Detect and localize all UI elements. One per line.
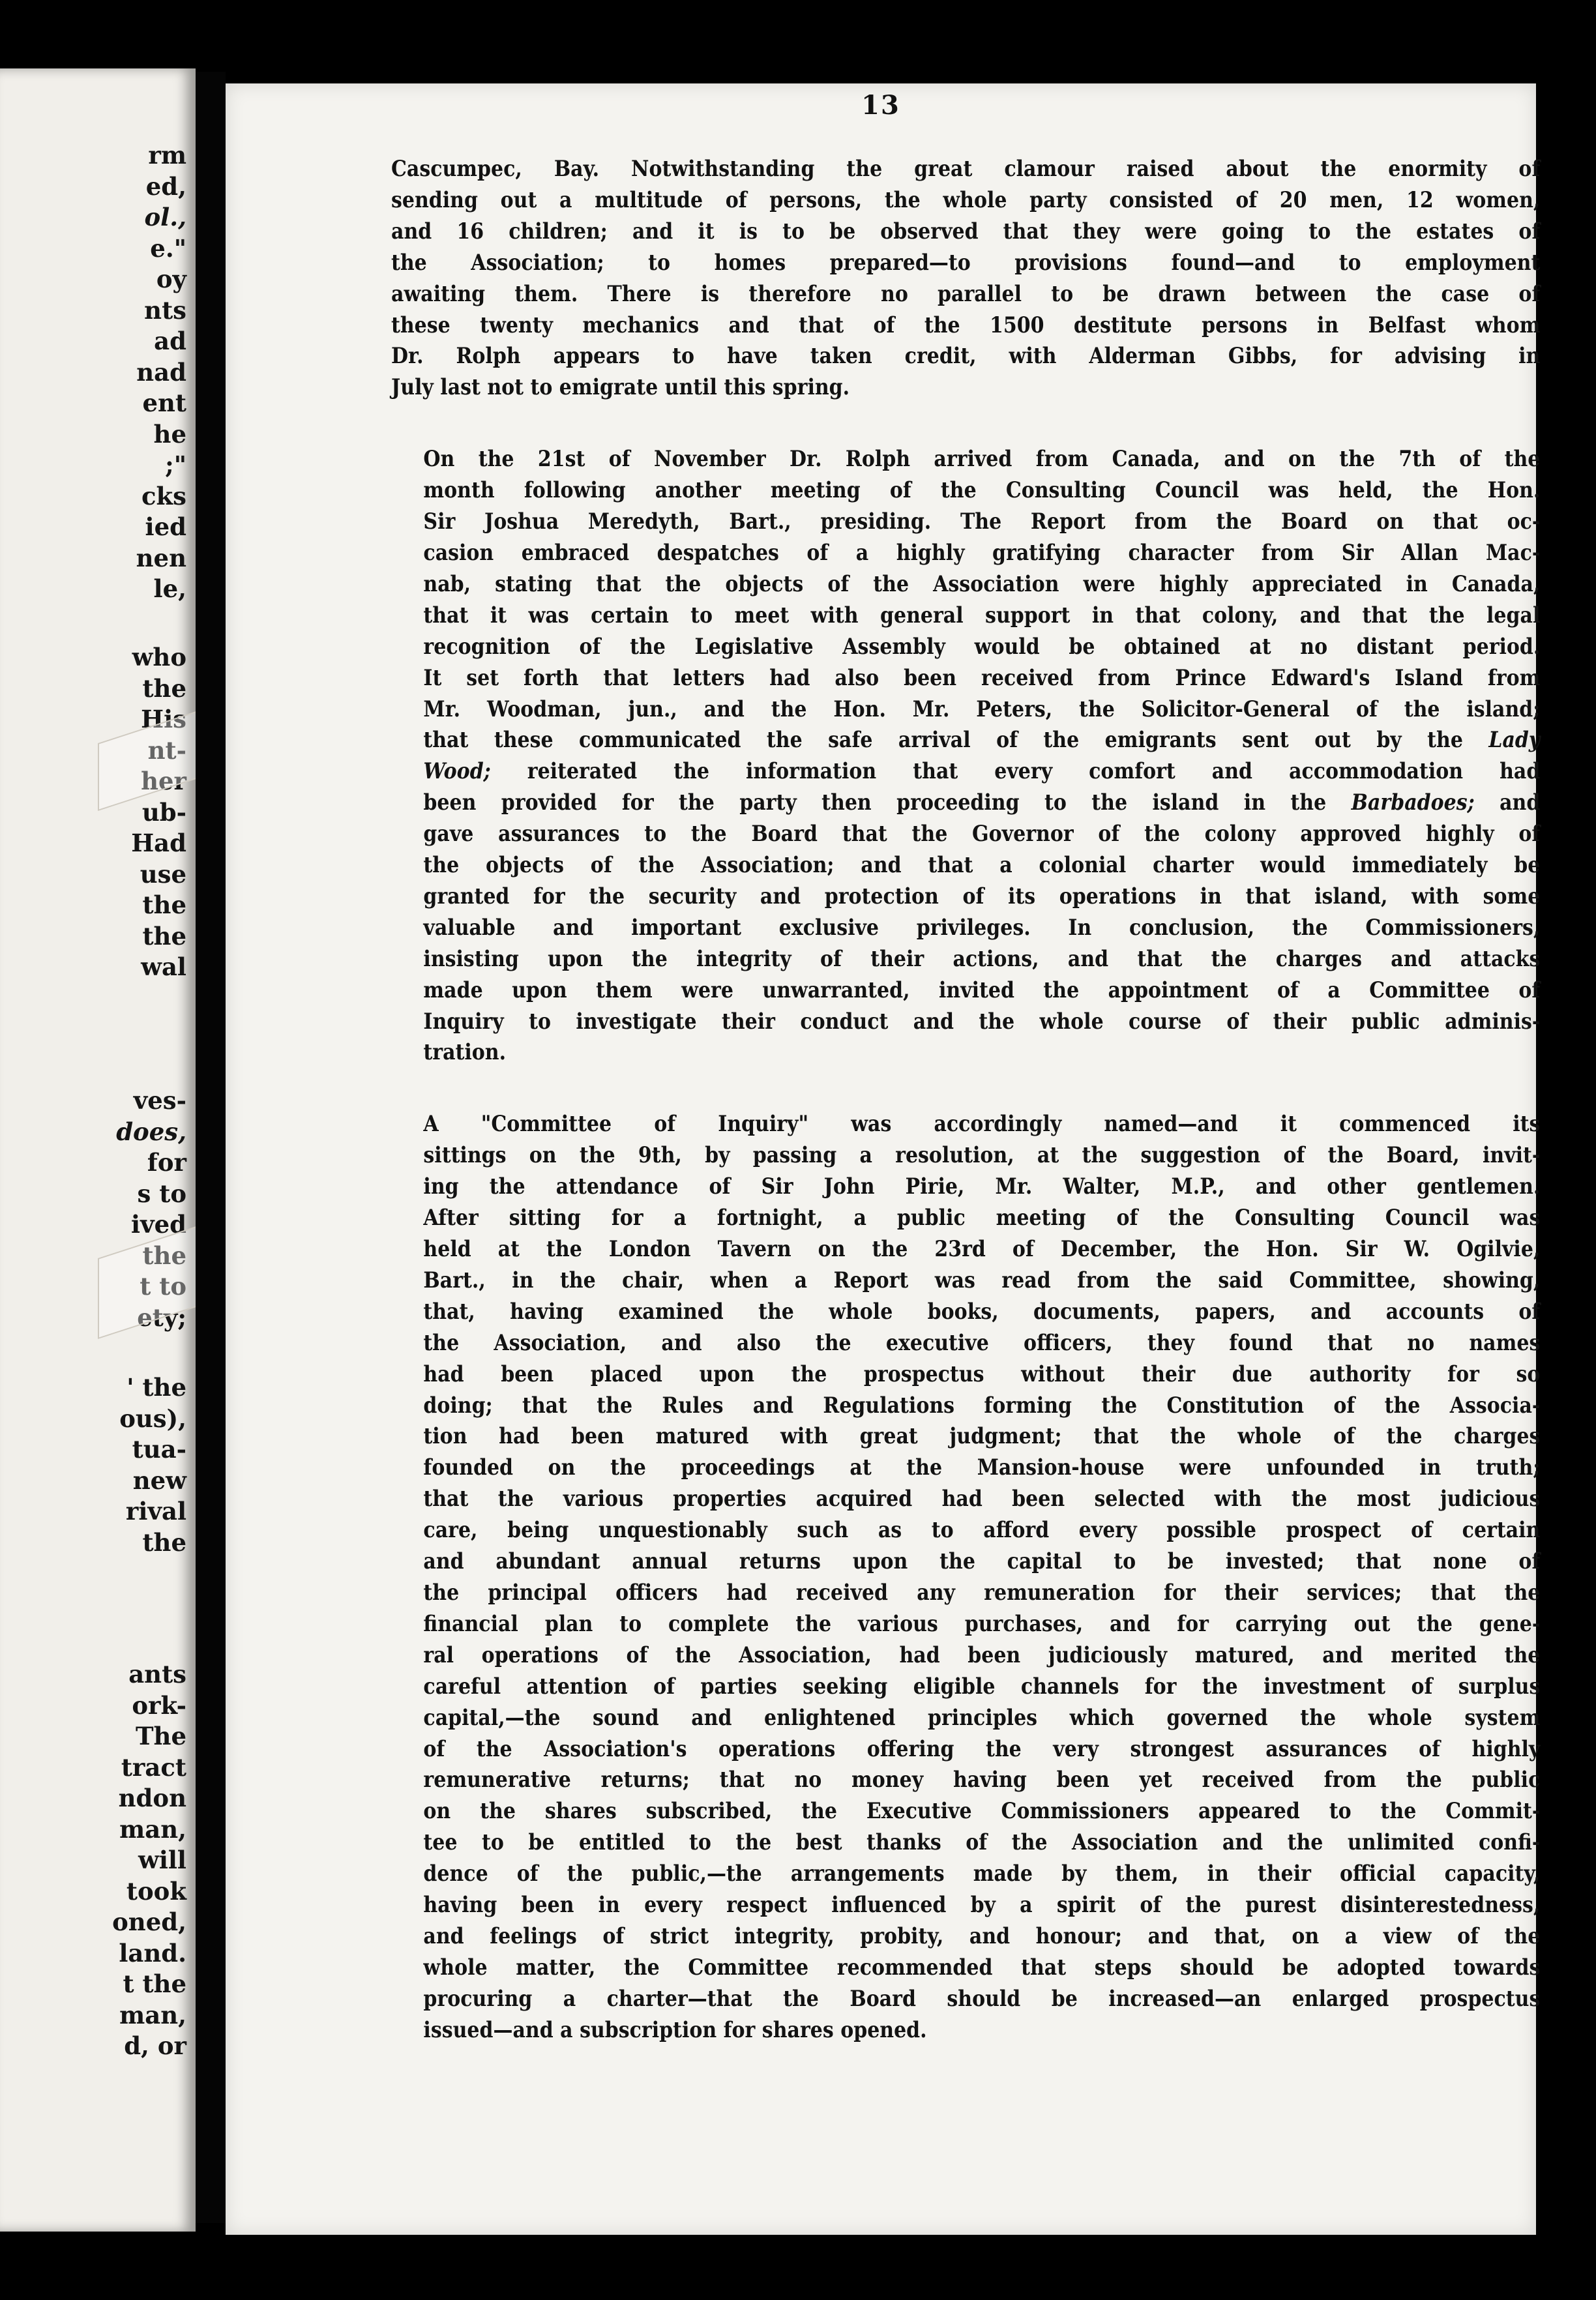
fragment-text: took [126,1876,186,1906]
text-line: had been placed upon the prospectus without their due authority for so [423,1361,1541,1387]
fragment-text: for [147,1148,186,1177]
fragment-text: rm [148,141,186,170]
fragment-text: His [141,705,186,733]
text-line: sittings on the 9th, by passing a resolution, at the suggestion of the Board, invit- [423,1142,1541,1169]
fragment-text: d, or [124,2031,186,2060]
text-line: that the various properties acquired had been selected with the most judicious [423,1486,1541,1512]
paragraph [391,1109,1540,2046]
text-line: been provided for the party then proceeding to the island in the Barbadoes; and [423,789,1541,816]
text-line: Inquiry to investigate their conduct and the whole course of their public adminis- [423,1008,1541,1035]
text-line: Cascumpec, Bay. Notwithstanding the great clamour raised about the enormity of [391,156,1541,182]
text-line: and feelings of strict integrity, probity, and honour; and that, on a view of the [423,1923,1541,1949]
text-line: On the 21st of November Dr. Rolph arrived from Canada, and on the 7th of the [423,446,1541,473]
fragment-text: land. [119,1938,186,1968]
text-line: awaiting them. There is therefore no parallel to be drawn between the case of [391,280,1541,307]
text-line: the objects of the Association; and that a colonial charter would immediately be [423,852,1541,879]
fragment-text: Had [131,829,186,857]
paragraph [391,154,1540,404]
text-line: Dr. Rolph appears to have taken credit, with Alderman Gibbs, for advising in [391,343,1541,370]
text-line: Bart., in the chair, when a Report was read from the said Committee, showing, [423,1267,1541,1293]
page-number: 13 [861,90,900,121]
fragment-text: ves- [133,1086,186,1115]
fragment-text: man, [119,1814,186,1844]
fragment-text: new [132,1466,186,1495]
text-line: July last not to emigrate until this spring. [391,374,850,401]
fragment-text: ' the [126,1373,186,1402]
fragment-text: t to [140,1272,186,1301]
text-line: doing; that the Rules and Regulations forming the Constitution of the Associa- [423,1392,1541,1419]
fragment-text: rival [125,1497,186,1526]
text-line: casion embraced despatches of a highly gratifying character from Sir Allan Mac- [423,539,1541,566]
text-line: Sir Joshua Meredyth, Bart., presiding. The Report from the Board on that oc- [423,509,1541,535]
fragment-text: ed, [145,171,186,201]
text-line: gave assurances to the Board that the Governor of the colony approved highly of [423,821,1541,848]
page-body [391,154,1540,2046]
fragment-text: the [142,1527,186,1557]
text-line: whole matter, the Committee recommended that steps should be adopted towards [423,1954,1541,1981]
text-line: and abundant annual returns upon the capital to be invested; that none of [423,1548,1541,1575]
text-line: recognition of the Legislative Assembly would be obtained at no distant period. [423,633,1541,660]
text-line: financial plan to complete the various purchases, and for carrying out the gene- [423,1610,1541,1637]
text-line: month following another meeting of the Consulting Council was held, the Hon. [423,477,1541,504]
fragment-text: ent [142,389,186,417]
fragment-text: who [132,643,186,671]
fragment-text: tract [121,1752,186,1782]
text-line: ral operations of the Association, had been judiciously matured, and merited the [423,1642,1541,1668]
text-line: founded on the proceedings at the Mansion-house were unfounded in truth; [423,1454,1541,1481]
fragment-text: the [142,673,186,703]
text-line: A "Committee of Inquiry" was accordingly named—and it commenced its [423,1111,1541,1138]
text-line: Mr. Woodman, jun., and the Hon. Mr. Peters, the Solicitor-General of the island; [423,696,1541,722]
text-line: issued—and a subscription for shares opened. [423,2016,927,2043]
text-line: granted for the security and protection of its operations in that island, with some [423,883,1541,909]
fragment-text: nt- [147,735,186,765]
text-line: nab, stating that the objects of the Association were highly appreciated in Canada, [423,570,1541,597]
fragment-text: ety; [137,1303,186,1332]
text-line: the Association; to homes prepared—to provisions found—and to employment [391,249,1541,276]
text-line: It set forth that letters had also been received from Prince Edward's Island from [423,664,1541,691]
fragment-text: t the [123,1969,186,1998]
fragment-text: ork- [132,1690,186,1720]
fragment-text: s to [137,1179,186,1208]
text-line: remunerative returns; that no money having been yet received from the public [423,1767,1541,1793]
fragment-text: ndon [118,1784,186,1812]
text-line: capital,—the sound and enlightened principles which governed the whole system [423,1704,1541,1731]
fragment-text: man, [119,2000,186,2029]
text-line: the Association, and also the executive officers, they found that no names [423,1329,1541,1356]
text-line: care, being unquestionably such as to afford every possible prospect of certain [423,1517,1541,1544]
fragment-text: the [142,921,186,951]
fragment-text: ants [128,1660,186,1688]
text-line: Wood; reiterated the information that every comfort and accommodation had [423,758,1541,785]
text-line: that these communicated the safe arrival of the emigrants sent out by the Lady [423,727,1541,754]
text-line: valuable and important exclusive privileges. In conclusion, the Commissioners, [423,914,1541,941]
text-line: that it was certain to meet with general support in that colony, and that the legal [423,602,1541,628]
fragment-text: ol., [144,203,186,231]
text-line: dence of the public,—the arrangements made by them, in their official capacity, [423,1861,1541,1887]
text-line: procuring a charter—that the Board should be increased—an enlarged prospectus [423,1985,1541,2012]
text-line: that, having examined the whole books, documents, papers, and accounts of [423,1298,1541,1325]
paragraph [391,444,1540,1069]
fragment-text: ous), [119,1404,186,1433]
text-line: tion had been matured with great judgment; that the whole of the charges [423,1423,1541,1450]
text-line: After sitting for a fortnight, a public meeting of the Consulting Council was [423,1205,1541,1231]
fragment-text: use [140,859,186,889]
fragment-text: wal [141,952,186,981]
fragment-text: nts [144,295,186,325]
fragment-text: does, [116,1117,186,1146]
text-line: insisting upon the integrity of their actions, and that the charges and attacks [423,945,1541,972]
previous-page-fragment [0,68,196,2232]
fragment-text: The [136,1722,186,1750]
text-line: having been in every respect influenced by a spirit of the purest disinterestedness, [423,1892,1541,1919]
fragment-text: ;" [165,450,186,479]
text-line: tee to be entitled to the best thanks of the Association and the unlimited confi- [423,1829,1541,1856]
fragment-text: her [141,767,186,795]
fragment-text: the [142,1241,186,1270]
fragment-text: nad [136,357,186,387]
fragment-text: ied [145,512,186,541]
book-gutter [196,72,226,2223]
fragment-text: cks [141,481,186,510]
fragment-text: ad [154,327,186,355]
text-line: careful attention of parties seeking eligible channels for the investment of surplus [423,1673,1541,1700]
fragment-text: e." [150,233,186,263]
book-page [226,83,1541,2235]
text-line: of the Association's operations offering the very strongest assurances of highly [423,1735,1541,1762]
fragment-text: oned, [112,1908,186,1936]
fragment-text: le, [153,574,186,603]
fragment-text: nen [136,543,186,572]
text-line: sending out a multitude of persons, the whole party consisted of 20 men, 12 women, [391,186,1541,213]
fragment-text: tua- [132,1435,186,1464]
text-line: on the shares subscribed, the Executive Commissioners appeared to the Commit- [423,1798,1541,1825]
text-line: ing the attendance of Sir John Pirie, Mr. Walter, M.P., and other gentlemen. [423,1173,1541,1200]
text-line: tration. [423,1039,507,1066]
fragment-text: will [138,1846,186,1874]
text-line: the principal officers had received any remuneration for their services; that the [423,1579,1541,1606]
fragment-text: ub- [141,797,186,827]
text-line: made upon them were unwarranted, invited the appointment of a Committee of [423,977,1541,1003]
text-line: held at the London Tavern on the 23rd of December, the Hon. Sir W. Ogilvie, [423,1236,1541,1262]
fragment-text: ived [131,1210,186,1239]
fragment-text: he [153,419,186,449]
text-line: these twenty mechanics and that of the 1500 destitute persons in Belfast whom [391,312,1541,338]
fragment-text: the [142,891,186,919]
text-line: and 16 children; and it is to be observed that they were going to the estates of [391,218,1541,244]
fragment-text: oy [156,265,186,293]
